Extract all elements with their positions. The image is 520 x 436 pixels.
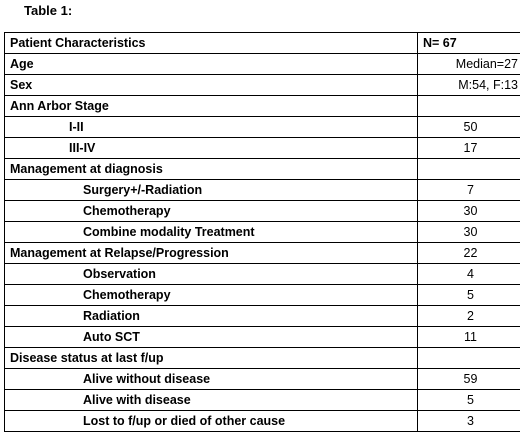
row-label-cell: Chemotherapy (5, 201, 418, 222)
row-value-cell (418, 348, 520, 369)
row-value-cell: Median=27 (418, 54, 520, 75)
table-row (5, 243, 520, 264)
patient-characteristics-table (4, 32, 520, 432)
header-label-cell: Patient Characteristics (5, 33, 418, 54)
row-value-cell: 3 (418, 411, 520, 432)
row-label-cell: Management at Relapse/Progression (5, 243, 418, 264)
row-value-cell: 17 (418, 138, 520, 159)
table-row (5, 54, 520, 75)
row-value-cell: 2 (418, 306, 520, 327)
table-row (5, 201, 520, 222)
table-row (5, 117, 520, 138)
row-label-cell: Surgery+/-Radiation (5, 180, 418, 201)
row-label-cell: I-II (5, 117, 418, 138)
table-row (5, 369, 520, 390)
row-label-cell: Sex (5, 75, 418, 96)
row-value-cell: 50 (418, 117, 520, 138)
row-value-cell: M:54, F:13 (418, 75, 520, 96)
row-value-cell: 30 (418, 201, 520, 222)
row-label-cell: Ann Arbor Stage (5, 96, 418, 117)
header-value-cell: N= 67 (418, 33, 520, 54)
row-value-cell: 59 (418, 369, 520, 390)
table-row (5, 96, 520, 117)
row-label-cell: Combine modality Treatment (5, 222, 418, 243)
row-label-cell: Disease status at last f/up (5, 348, 418, 369)
table-row (5, 222, 520, 243)
table-row (5, 75, 520, 96)
row-value-cell: 30 (418, 222, 520, 243)
table-row (5, 180, 520, 201)
row-value-cell (418, 159, 520, 180)
row-label-cell: Management at diagnosis (5, 159, 418, 180)
row-value-cell: 11 (418, 327, 520, 348)
table-header-row (5, 33, 520, 54)
table-body (5, 33, 520, 432)
table-row (5, 138, 520, 159)
row-value-cell: 4 (418, 264, 520, 285)
row-value-cell: 22 (418, 243, 520, 264)
table-row (5, 264, 520, 285)
row-label-cell: Chemotherapy (5, 285, 418, 306)
row-value-cell: 7 (418, 180, 520, 201)
row-value-cell: 5 (418, 285, 520, 306)
table-row (5, 411, 520, 432)
table-row (5, 306, 520, 327)
row-value-cell: 5 (418, 390, 520, 411)
table-row (5, 348, 520, 369)
row-label-cell: Observation (5, 264, 418, 285)
table-row (5, 159, 520, 180)
row-label-cell: Alive without disease (5, 369, 418, 390)
table-row (5, 390, 520, 411)
table-row (5, 285, 520, 306)
row-label-cell: Alive with disease (5, 390, 418, 411)
table-caption: Table 1: (24, 3, 73, 18)
row-label-cell: Lost to f/up or died of other cause (5, 411, 418, 432)
row-value-cell (418, 96, 520, 117)
table-row (5, 327, 520, 348)
row-label-cell: Radiation (5, 306, 418, 327)
row-label-cell: Age (5, 54, 418, 75)
row-label-cell: III-IV (5, 138, 418, 159)
row-label-cell: Auto SCT (5, 327, 418, 348)
